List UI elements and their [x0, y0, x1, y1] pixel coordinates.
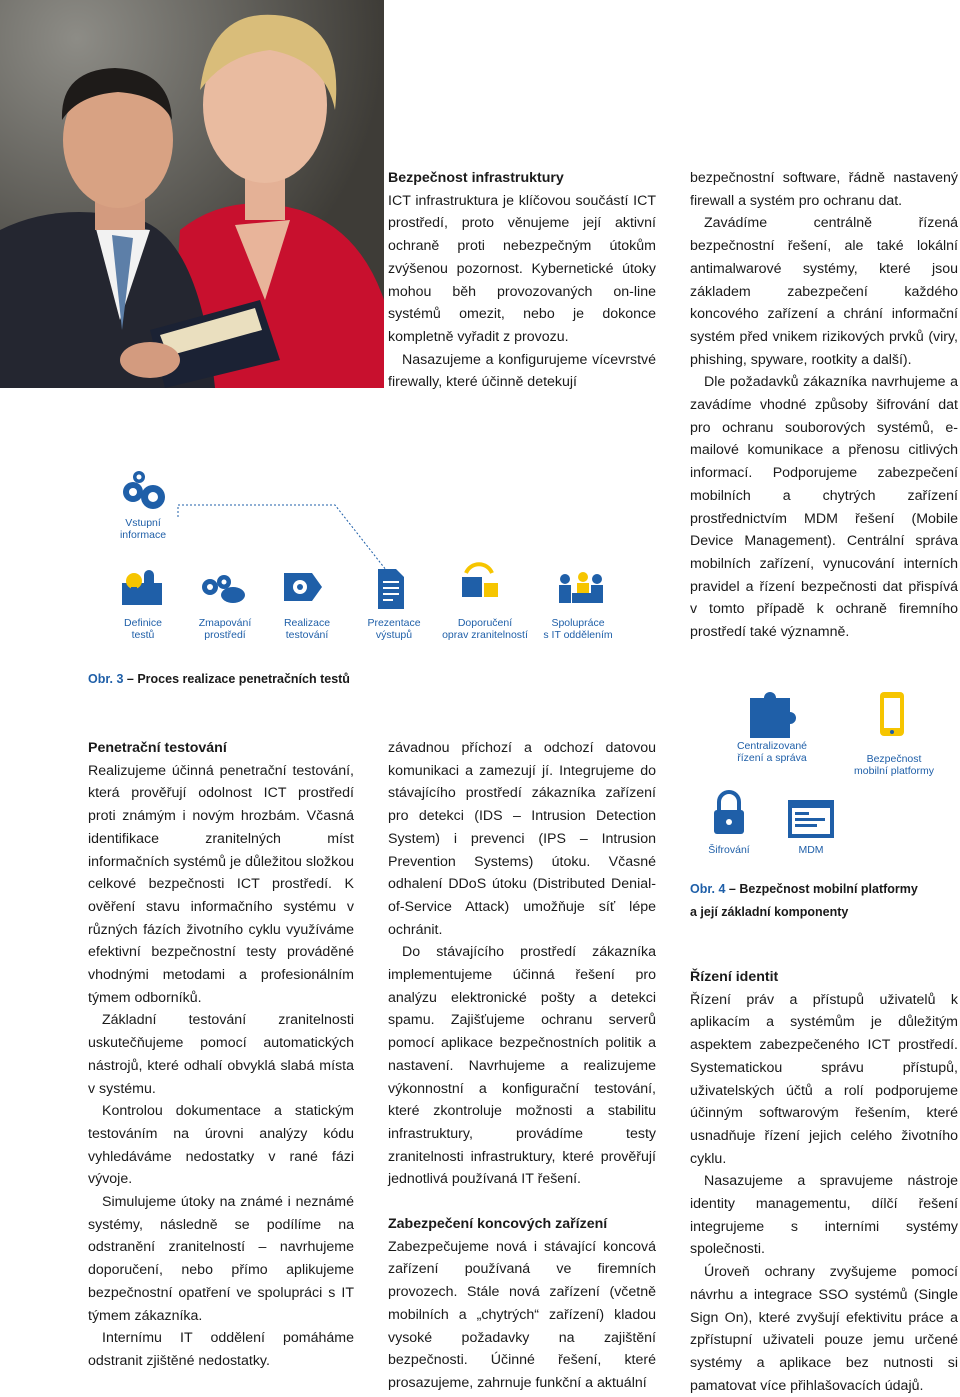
mobile-platform-label: Bezpečnost mobilní platformy [854, 753, 934, 777]
header-photo [0, 0, 384, 388]
infrastructure-continued-column [388, 737, 656, 1395]
pentest-column [88, 737, 354, 1373]
paragraph: Úroveň ochrany zvyšujeme pomocí návrhu a integrace SSO systémů (Single Sign On), které zvyšují efektivitu práce a zpřístupní uživateli pouze jemu určené systémy a aplikace bez nutnosti si pamatovat více přihlašovacích údajů. [690, 1264, 958, 1394]
lock-icon [714, 792, 744, 834]
figure-4-caption: Obr. 4 – Bezpečnost mobilní platformy a její základní komponenty [690, 882, 918, 919]
people-photo-illustration [0, 0, 384, 388]
paragraph: Do stávajícího prostředí zákazníka implementujeme účinná řešení pro analýzu elektronické pošty a detekci spamu. Zajišťujeme ochranu serverů pomocí aplikace bezpečnostních politik a nastavení. Navrhujeme a realizujeme výkonnostní a konfigurační testování, které zkontroluje možnosti a stabilitu infrastruktury, provádíme testy zranitelnosti infrastruktury, které prověřují jednotlivá používaná IT řešení. [388, 944, 656, 1188]
input-info-label: Vstupní informace [119, 517, 167, 541]
paragraph: ICT infrastruktura je klíčovou součástí ICT prostředí, proto věnujeme její aktivní ochraně proti nebezpečným útokům zvýšenou pozornost. Kybernetické útoky mohou běh provozovaných on-line systémů omezit, nebo je dokonce kompletně vyřadit z provozu. [388, 192, 656, 345]
infrastructure-column [388, 167, 656, 394]
encryption-label: Šifrování [708, 844, 750, 856]
process-icons [100, 465, 640, 625]
paragraph: Nasazujeme a konfigurujeme vícevrstvé firewally, které účinně detekují [388, 351, 656, 391]
paragraph: Internímu IT oddělení pomáháme odstranit zjištěné nedostatky. [88, 1330, 354, 1369]
paragraph: Simulujeme útoky na známé i neznámé systémy, následně se podílíme na odstranění zranitelností – navrhujeme doporučení, nebo přímo aplikujeme bezpečnostní opatření ve spolupráci s IT týmem zákazníka. [88, 1194, 354, 1324]
step-label-3: Realizace testování [283, 617, 331, 641]
step-label-2: Zmapování prostředí [198, 617, 252, 641]
step-label-6: Spolupráce s IT oddělením [543, 617, 613, 641]
mdm-window-icon [788, 800, 834, 838]
step-label-5: Doporučení oprav zranitelností [442, 617, 528, 641]
paragraph: Zavádíme centrálně řízená bezpečnostní řešení, ale také lokální antimalwarové systémy, které jsou základem zabezpečení každého koncového zařízení a chrání informační systém před vnikem rizikových prvků (viry, phishing, spyware, rootkity a další). [690, 215, 958, 368]
paragraph: závadnou příchozí a odchozí datovou komunikaci a zamezují jí. Integrujeme do stávajícího prostředí zákazníka zařízení pro detekci (IDS – Intrusion Detection System) i prevenci (IPS – Intrusion Prevention Systems) útoku. Včasné odhalení DDoS útoku (Distributed Denial-of-Service Attack) umožňuje síť lépe ochránit. [388, 740, 656, 938]
paragraph: bezpečnostní software, řádně nastavený firewall a systém pro ochranu dat. [690, 170, 958, 209]
refresh-puzzle-icon [462, 564, 498, 597]
gears-cloud-icon [202, 575, 245, 603]
bulb-puzzle-icon [122, 570, 162, 605]
paragraph: Realizujeme účinná penetrační testování, která prověřují odolnost ICT prostředí proti známým i novým hrozbám. Včasná identifikace zranitelných míst informačních systémů je důležitou složkou celkové bezpečnosti ICT prostředí. K ověření stavu informačního systému v různých fázích životního cyklu využíváme efektivní bezpečnostní testy prováděné vhodnými metodami a profesionálním týmem odborníků. [88, 762, 354, 1006]
paragraph: Řízení práv a přístupů uživatelů k aplikacím a systémům je důležitým aspektem zabezpečeného ICT prostředí. Systematickou správu přístupů, uživatelských účtů a rolí podporujeme účinným softwarovým řešením, které usnadňuje řízení jejich celého životního cyklu. [690, 991, 958, 1167]
team-icon [559, 572, 603, 603]
step-label-4: Prezentace výstupů [367, 617, 421, 641]
heading-infrastructure: Bezpečnost infrastruktury [388, 170, 564, 186]
endpoint-continued-column [690, 167, 958, 644]
paragraph: Dle požadavků zákazníka navrhujeme a zavádíme vhodné způsoby šifrování dat pro ochranu souborových systémů, e-mailové komunikace a přenosu citlivých informací. Podporujeme zabezpečení mobilních a chytrých zařízení prostřednictvím MDM řešení (Mobile Device Management). Centrální správa mobilních zařízení, vynucování interních pravidel a řízení bezpečnosti dat přispívá v tomto případě k ochraně firemního prostředí také významně. [690, 374, 958, 641]
paragraph: Základní testování zranitelnosti uskutečňujeme pomocí automatických nástrojů, které odhalí obvyklá slabá místa v systému. [88, 1012, 354, 1097]
paragraph: Nasazujeme a spravujeme nástroje identity managementu, dílčí řešení integrujeme s interními systémy společnosti. [690, 1173, 958, 1258]
central-management-label: Centralizované řízení a správa [736, 740, 808, 764]
mdm-label: MDM [798, 844, 824, 856]
heading-identity-management: Řízení identit [690, 969, 779, 985]
document-icon [378, 569, 404, 609]
paragraph: Kontrolou dokumentace a statickým testováním na úrovni analýzy kódu vyhledáváme nedostatky v rané fázi vývoje. [88, 1103, 354, 1188]
puzzle-icon [750, 692, 796, 738]
gears-icon [123, 471, 165, 509]
paragraph: Zabezpečujeme nová i stávající koncová zařízení používaná ve firemních provozech. Stále nová zařízení (včetně mobilních a „chytrých“ zařízení) kladou vysoké požadavky na zajištění bezpečnosti. Účinné řešení, které prosazujeme, zahrnuje funkční a aktuální [388, 1238, 656, 1391]
identity-column [690, 966, 958, 1397]
heading-endpoint-security: Zabezpečení koncových zařízení [388, 1216, 608, 1233]
smartphone-icon [880, 692, 904, 736]
step-label-1: Definice testů [124, 617, 162, 641]
heading-penetration-testing: Penetrační testování [88, 740, 227, 756]
figure-3-caption: Obr. 3 – Proces realizace penetračních testů [88, 672, 350, 686]
tag-gear-icon [284, 573, 322, 601]
